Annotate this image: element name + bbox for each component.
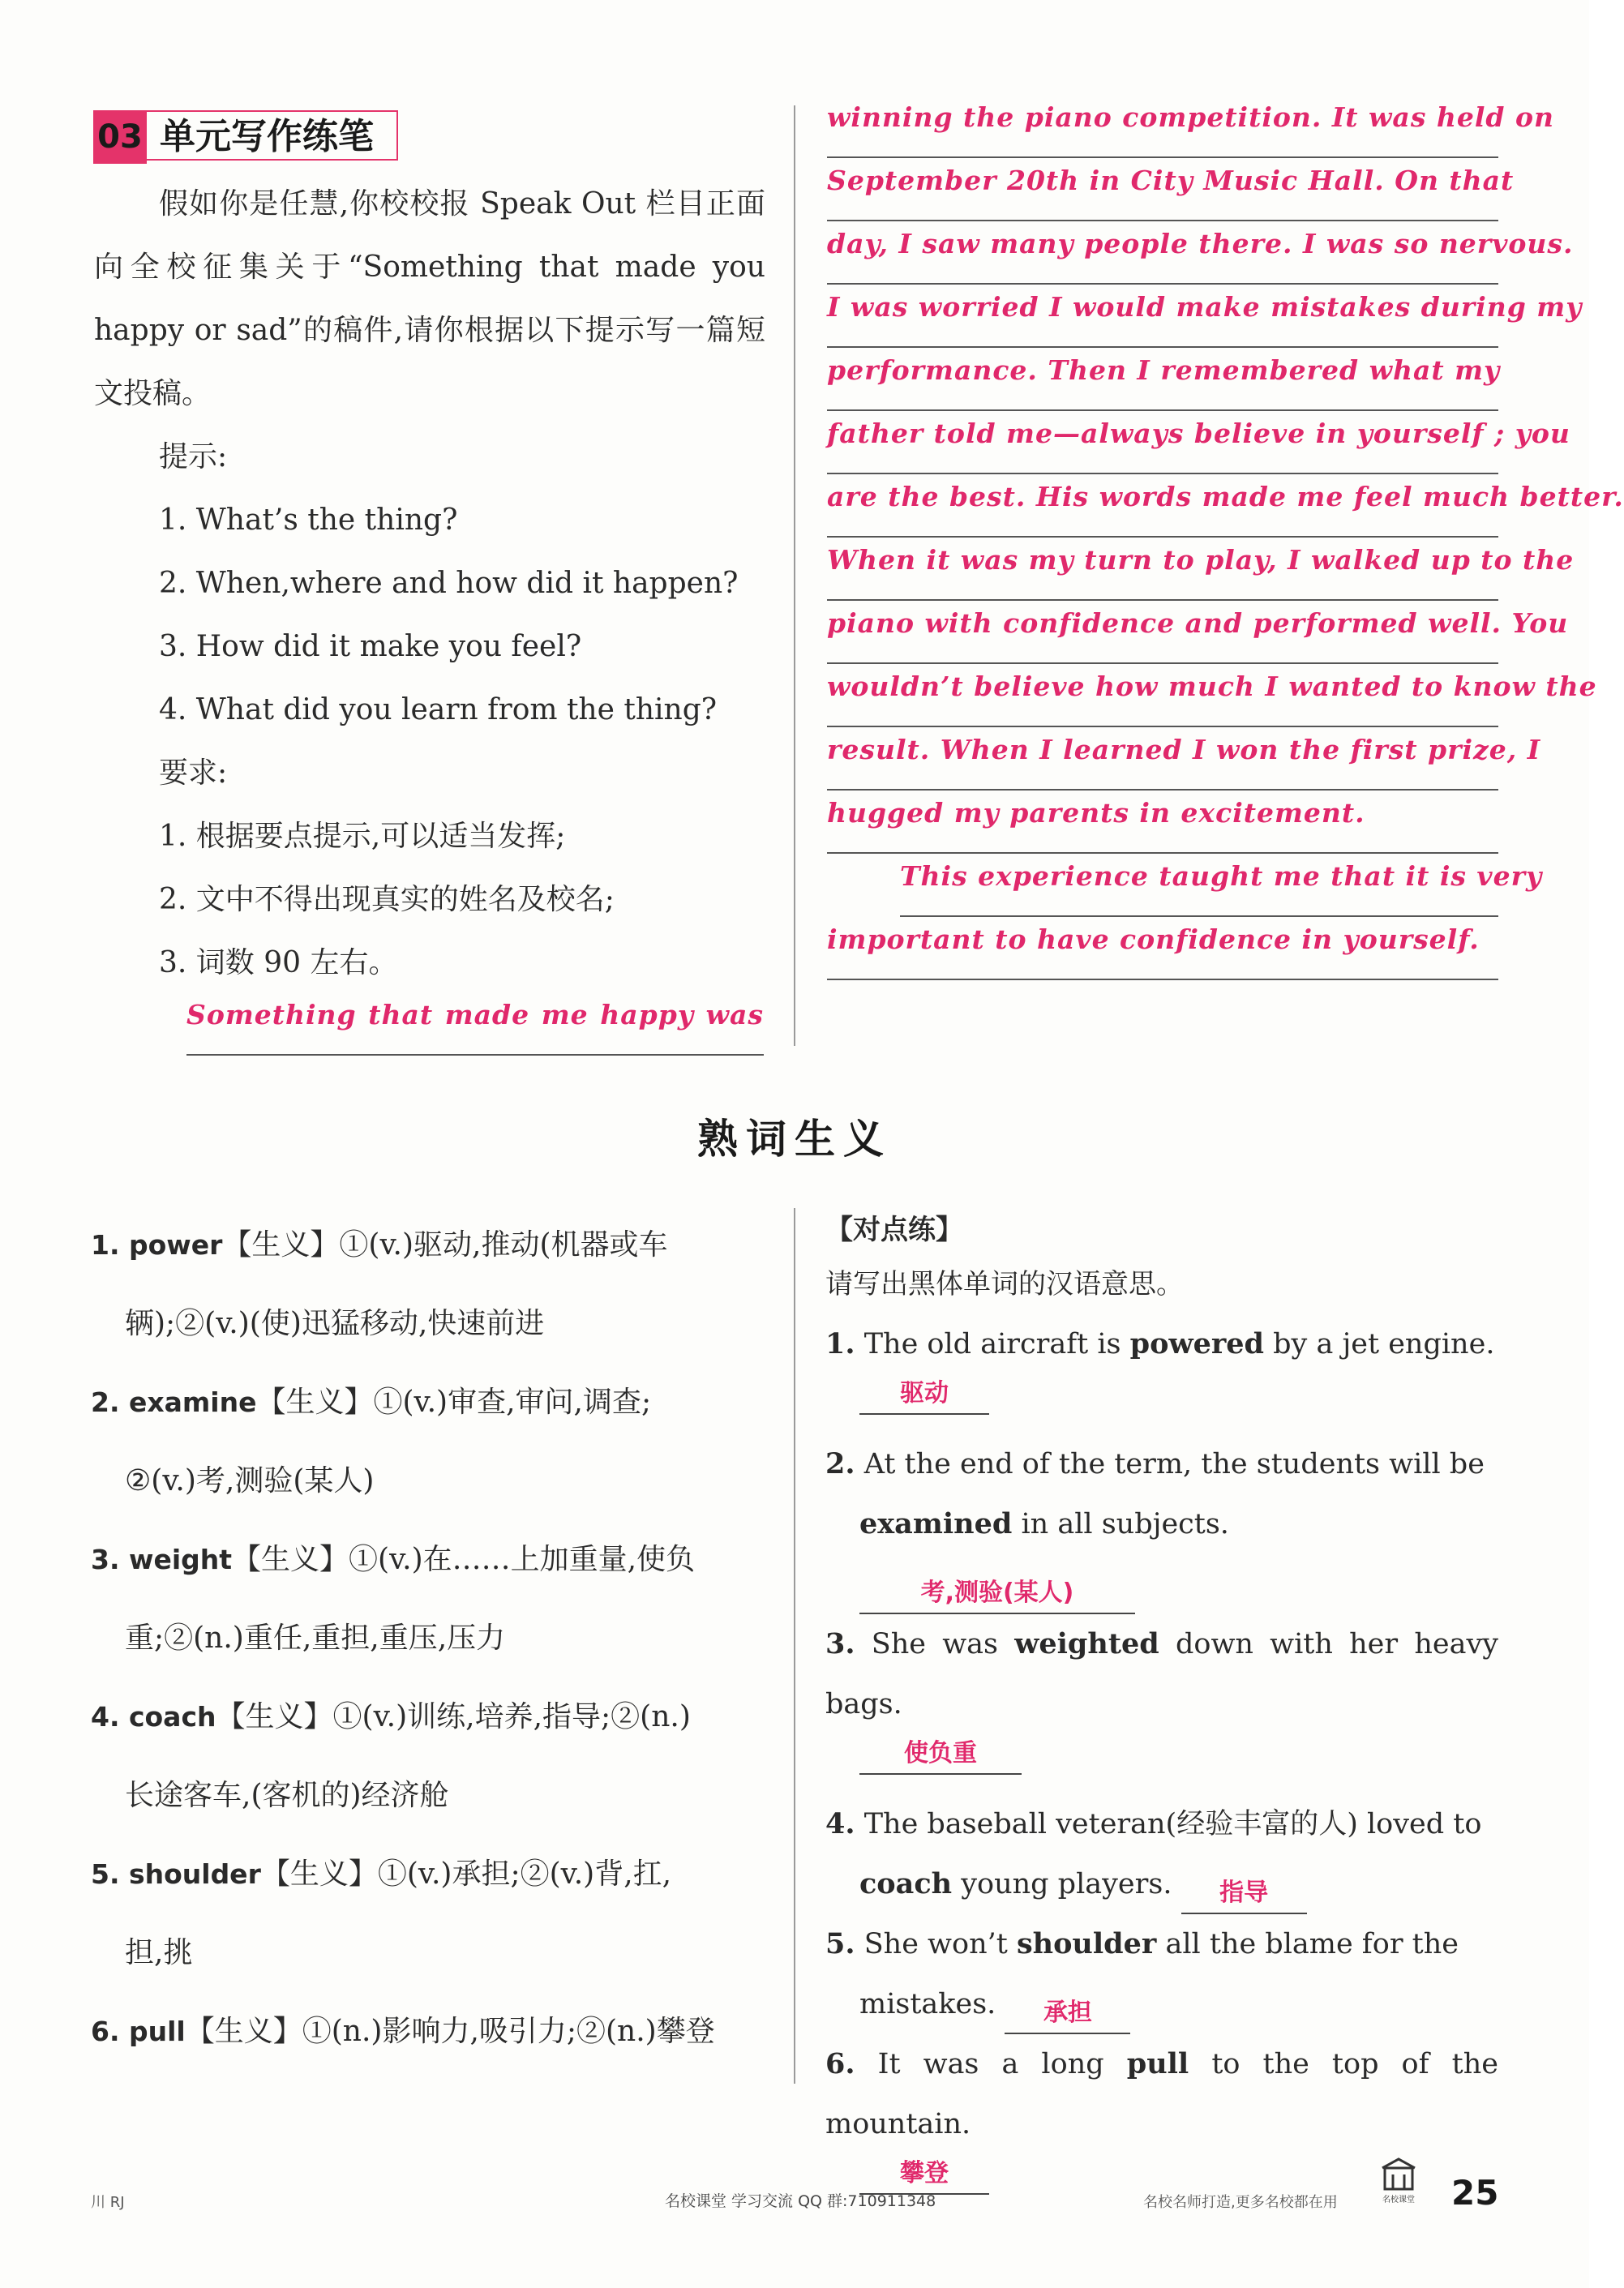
vocab-item-cont: 辆);②(v.)(使)迅猛移动,快速前进 — [125, 1307, 545, 1340]
practice-question-cont: examined in all subjects. 考,测验(某人) — [825, 1494, 1498, 1614]
answer-blank[interactable]: 承担 — [1005, 1994, 1130, 2034]
page-number: 25 — [1451, 2173, 1499, 2213]
practice-question-cont: mistakes. 承担 — [825, 1974, 1498, 2034]
answer-blank[interactable]: 考,测验(某人) — [859, 1574, 1135, 1614]
answer-line: Something that made me happy was — [186, 991, 764, 1056]
writing-prompt — [94, 173, 765, 995]
answer-line: father told me—always believe in yourself ; you — [827, 409, 1498, 474]
vocab-item-cont: ②(v.)考,测验(某人) — [125, 1464, 375, 1497]
requirement-item: 1. 根据要点提示,可以适当发挥; — [159, 820, 566, 853]
answer-line: piano with confidence and performed well. You — [827, 599, 1498, 664]
column-divider — [794, 105, 795, 1046]
hint-item: 3. How did it make you feel? — [159, 630, 582, 663]
answer-blank[interactable]: 攀登 — [859, 2154, 989, 2195]
footer-qq-group: 名校课堂 学习交流 QQ 群:710911348 — [665, 2192, 936, 2210]
footer-edition: 川 RJ — [91, 2194, 125, 2211]
vocab-item-cont: 担,挑 — [125, 1936, 193, 1969]
vocab-item: 4. coach【生义】①(v.)训练,培养,指导;②(n.) — [91, 1700, 691, 1733]
footer-slogan: 名校名师打造,更多名校都在用 — [1143, 2194, 1338, 2211]
answer-line: important to have confidence in yourself. — [827, 915, 1498, 980]
answer-blank[interactable]: 驱动 — [859, 1374, 989, 1415]
vocab-item: 1. power【生义】①(v.)驱动,推动(机器或车 — [91, 1228, 668, 1262]
vocab-item: 2. examine【生义】①(v.)审查,审问,调查; — [91, 1386, 652, 1419]
practice-question-cont: coach young players. 指导 — [825, 1854, 1498, 1914]
answer-line: I was worried I would make mistakes during my — [827, 283, 1498, 348]
answer-blank[interactable]: 使负重 — [859, 1734, 1022, 1775]
answer-line: performance. Then I remembered what my — [827, 346, 1498, 411]
section-number: 03 — [93, 110, 147, 164]
column-divider — [794, 1208, 795, 2084]
practice-question: 2. At the end of the term, the students will be — [825, 1447, 1485, 1480]
answer-blank[interactable]: 指导 — [1181, 1874, 1307, 1914]
practice-question: 6. It was a long pull to the top of the mountain. — [825, 2047, 1498, 2140]
answer-line: are the best. His words made me feel much better. — [827, 473, 1498, 538]
practice-section — [825, 1206, 1498, 2214]
practice-question: 5. She won’t shoulder all the blame for the — [825, 1927, 1459, 1960]
vocab-item-cont: 长途客车,(客机的)经济舱 — [125, 1779, 449, 1812]
vocab-list — [91, 1206, 764, 2071]
practice-question: 4. The baseball veteran(经验丰富的人) loved to — [825, 1807, 1482, 1840]
practice-label: 【对点练】 — [825, 1214, 963, 1246]
requirement-label: 要求: — [159, 756, 228, 790]
hint-item: 1. What’s the thing? — [159, 503, 458, 537]
prompt-intro: 假如你是任慧,你校校报 Speak Out 栏目正面向全校征集关于“Something that made you happy or sad”的稿件,请你根据以下提示写一篇短文投稿。 — [94, 187, 765, 410]
hint-item: 4. What did you learn from the thing? — [159, 693, 718, 726]
vocab-item-cont: 重;②(n.)重任,重担,重压,压力 — [125, 1622, 506, 1655]
answer-line: result. When I learned I won the first prize, I — [827, 726, 1498, 791]
hint-item: 2. When,where and how did it happen? — [159, 567, 739, 600]
answer-line: winning the piano competition. It was held on — [827, 93, 1498, 158]
hint-label: 提示: — [159, 440, 228, 473]
logo-text: 名校课堂 — [1382, 2196, 1415, 2204]
requirement-item: 3. 词数 90 左右。 — [159, 946, 398, 979]
answer-line: September 20th in City Music Hall. On that — [827, 156, 1498, 221]
publisher-logo-icon — [1378, 2157, 1419, 2207]
vocab-item: 6. pull【生义】①(n.)影响力,吸引力;②(n.)攀登 — [91, 2015, 715, 2048]
vocab-section-title: 熟词生义 — [697, 1116, 892, 1163]
answer-line: This experience taught me that it is very — [900, 852, 1498, 917]
section-header — [93, 110, 401, 164]
answer-line: When it was my turn to play, I walked up to the — [827, 536, 1498, 601]
vocab-item: 3. weight【生义】①(v.)在……上加重量,使负 — [91, 1543, 696, 1576]
requirement-item: 2. 文中不得出现真实的姓名及校名; — [159, 883, 615, 916]
vocab-item: 5. shoulder【生义】①(v.)承担;②(v.)背,扛, — [91, 1857, 672, 1891]
practice-instruction: 请写出黑体单词的汉语意思。 — [825, 1268, 1184, 1300]
answer-line: day, I saw many people there. I was so nervous. — [827, 220, 1498, 285]
answer-line: wouldn’t believe how much I wanted to know the — [827, 662, 1498, 727]
section-title: 单元写作练笔 — [147, 110, 398, 161]
practice-question: 3. She was weighted down with her heavy bags. — [825, 1627, 1498, 1720]
answer-line: hugged my parents in excitement. — [827, 789, 1498, 854]
practice-question: 1. The old aircraft is powered by a jet engine. — [825, 1327, 1495, 1360]
